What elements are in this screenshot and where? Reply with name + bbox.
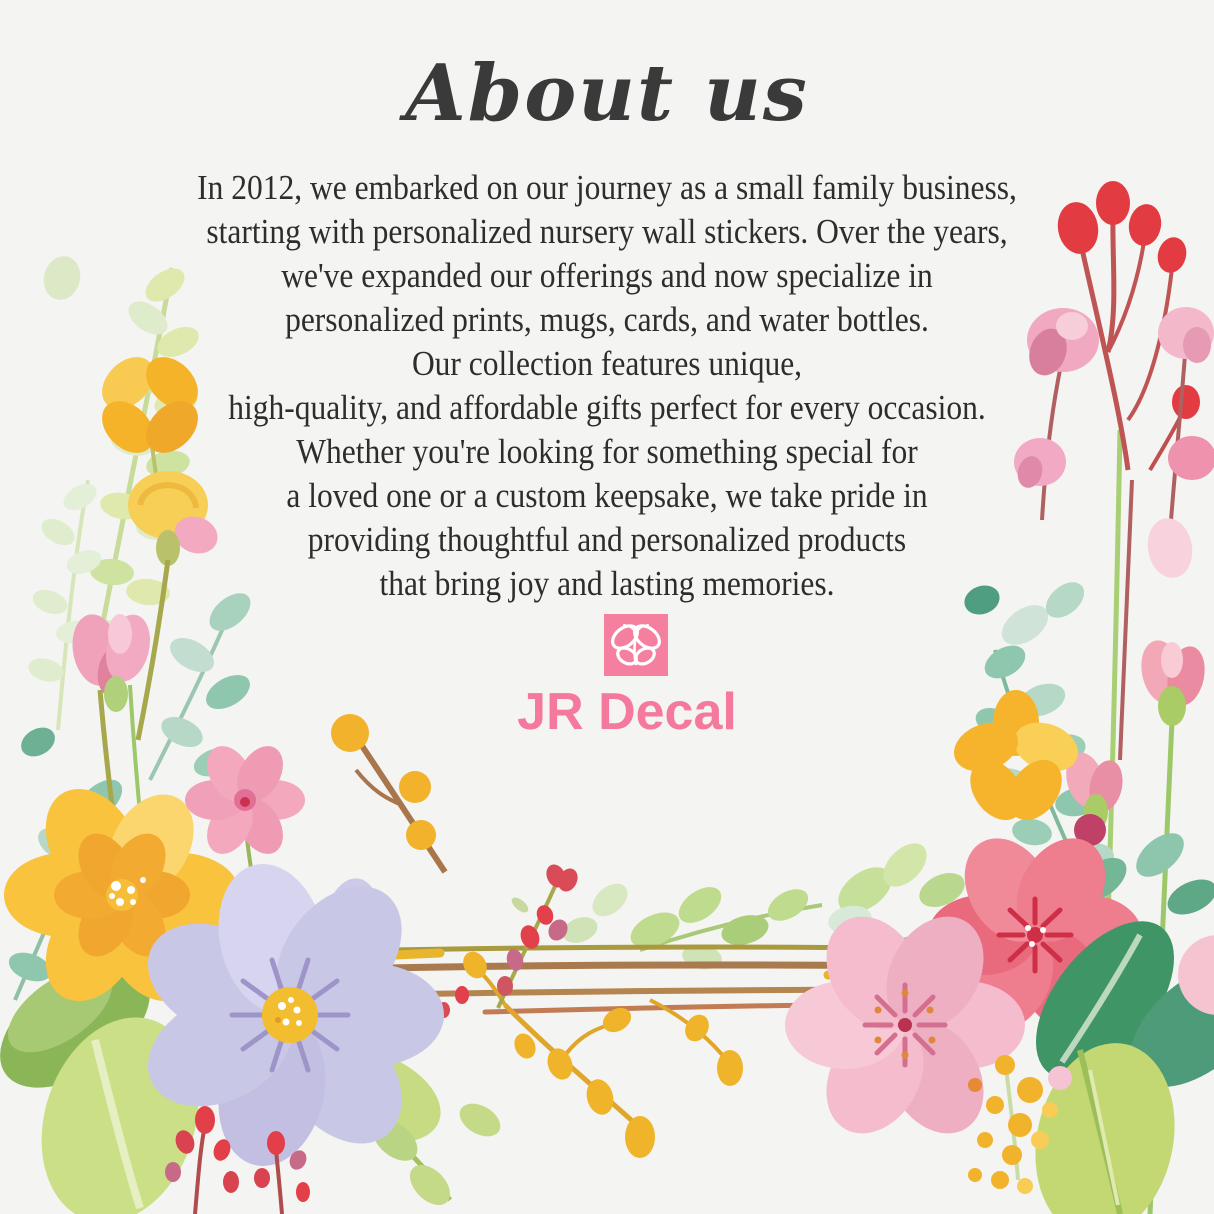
about-paragraph — [61, 166, 1154, 606]
about-text-line: high-quality, and affordable gifts perfect for every occasion. — [228, 388, 986, 427]
brand-name: JR Decal — [517, 683, 737, 741]
brand-logo — [0, 614, 1214, 742]
about-text-line: that bring joy and lasting memories. — [379, 564, 835, 603]
about-text-line: providing thoughtful and personalized products — [307, 520, 907, 559]
about-text-line: personalized prints, mugs, cards, and water bottles. — [285, 300, 929, 339]
butterfly-icon — [604, 614, 668, 676]
about-text-line: Our collection features unique, — [411, 344, 803, 383]
about-text-line: starting with personalized nursery wall stickers. Over the years, — [206, 212, 1008, 251]
about-text-line: we've expanded our offerings and now specialize in — [281, 256, 933, 295]
about-text-line: In 2012, we embarked on our journey as a small family business, — [197, 168, 1017, 207]
about-text-line: Whether you're looking for something special for — [296, 432, 918, 471]
about-text-line: a loved one or a custom keepsake, we take pride in — [286, 476, 928, 515]
page-title: About us — [405, 48, 809, 139]
